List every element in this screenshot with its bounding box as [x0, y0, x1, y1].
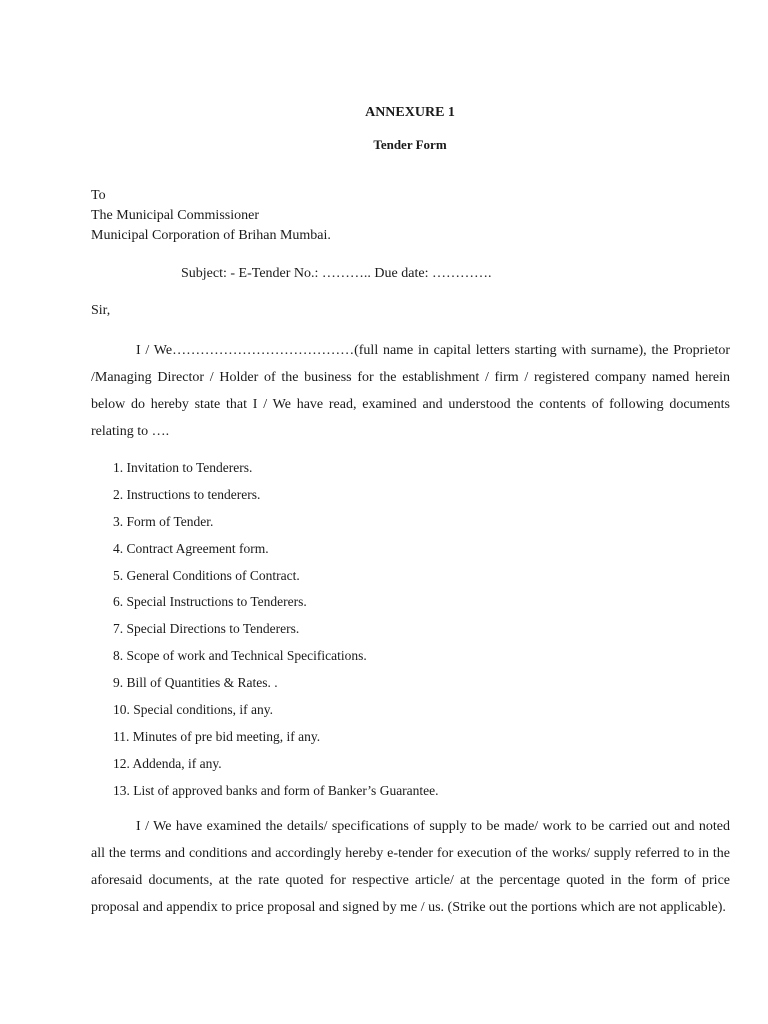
list-item: 4. Contract Agreement form. — [113, 540, 269, 556]
address-organization: Municipal Corporation of Brihan Mumbai. — [91, 228, 331, 243]
subject-line: Subject: - E-Tender No.: ……….. Due date: …………. — [181, 266, 492, 281]
documents-list — [113, 455, 439, 805]
list-item: 10. Special conditions, if any. — [113, 702, 273, 718]
list-item: 5. General Conditions of Contract. — [113, 567, 300, 583]
list-item: 2. Instructions to tenderers. — [113, 486, 261, 502]
paragraph-declaration: I / We…………………………………(full name in capital letters starting with surname), the Proprietor /Managing Director / Holder of the business for the establishment / firm / registered company named herein below do hereby state that I / We have read, examined and understood the contents of following documents relating to …. — [91, 343, 730, 439]
address-to: To — [91, 188, 106, 203]
list-item: 9. Bill of Quantities & Rates. . — [113, 675, 278, 691]
annexure-title: ANNEXURE 1 — [365, 105, 455, 120]
list-item: 7. Special Directions to Tenderers. — [113, 621, 300, 637]
paragraph-tender-offer: I / We have examined the details/ specifications of supply to be made/ work to be carried out and noted all the terms and conditions and accordingly hereby e-tender for execution of the works/ supply referred to in the aforesaid documents, at the rate quoted for respective article/ at the percentage quoted in the form of price proposal and appendix to price proposal and signed by me / us. (Strike out the portions which are not applicable). — [91, 819, 730, 915]
list-item: 1. Invitation to Tenderers. — [113, 460, 253, 475]
form-title: Tender Form — [373, 137, 447, 152]
list-item: 12. Addenda, if any. — [113, 755, 222, 771]
list-item: 8. Scope of work and Technical Specifications. — [113, 648, 367, 664]
list-item: 6. Special Instructions to Tenderers. — [113, 594, 307, 610]
list-item: 3. Form of Tender. — [113, 513, 214, 529]
list-item: 13. List of approved banks and form of Banker’s Guarantee. — [113, 782, 439, 798]
address-recipient: The Municipal Commissioner — [91, 208, 259, 223]
salutation: Sir, — [91, 303, 111, 318]
list-item: 11. Minutes of pre bid meeting, if any. — [113, 728, 321, 744]
